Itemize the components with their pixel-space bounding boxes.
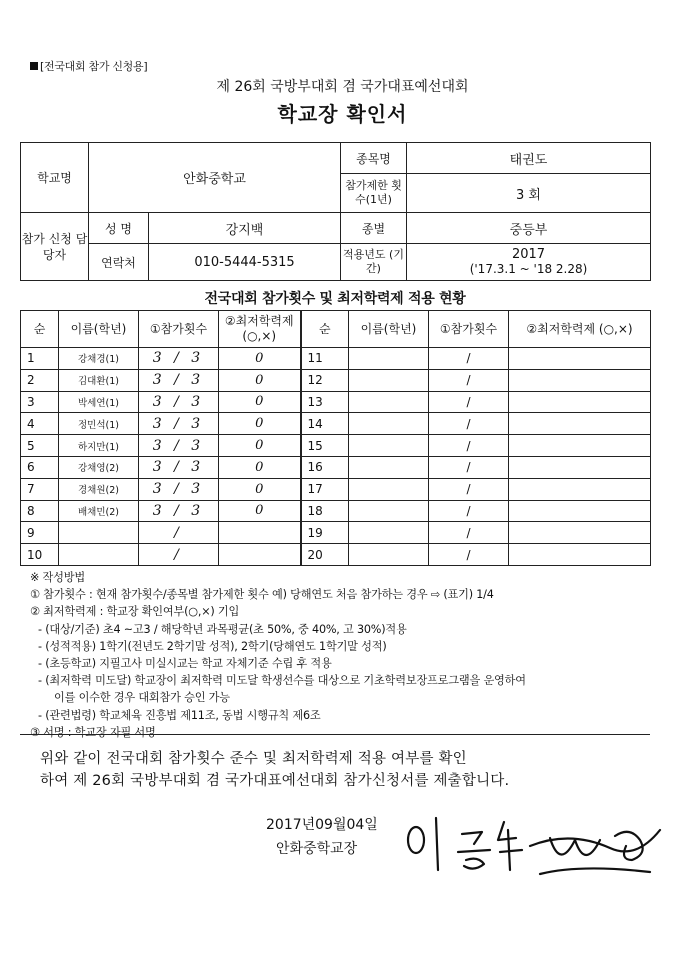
academic-mark bbox=[219, 522, 301, 544]
academic-mark bbox=[509, 435, 651, 457]
row-no: 20 bbox=[301, 544, 349, 566]
table-row bbox=[21, 413, 651, 435]
row-no: 8 bbox=[21, 500, 59, 522]
academic-mark: 0 bbox=[219, 478, 301, 500]
note-elementary: - (초등학교) 지필고사 미실시교는 학교 자체기준 수립 후 적용 bbox=[38, 657, 332, 671]
category-value: 중등부 bbox=[407, 213, 651, 244]
academic-mark: 0 bbox=[219, 413, 301, 435]
participant-name bbox=[349, 391, 429, 413]
row-no: 15 bbox=[301, 435, 349, 457]
statement-line-1: 위와 같이 전국대회 참가횟수 준수 및 최저학력제 적용 여부를 확인 bbox=[40, 751, 467, 767]
header-count: ①참가횟수 bbox=[139, 311, 219, 348]
note-below-standard: - (최저학력 미도달) 학교장이 최저학력 미도달 학생선수를 대상으로 기초학력보장프로그램을 운영하여 bbox=[38, 674, 526, 688]
participant-name bbox=[59, 544, 139, 566]
participation-count: 3 / 3 bbox=[139, 456, 219, 478]
participation-count: / bbox=[429, 435, 509, 457]
phone-value: 010-5444-5315 bbox=[149, 244, 341, 281]
participant-name bbox=[349, 456, 429, 478]
category-label: 종별 bbox=[341, 213, 407, 244]
academic-mark bbox=[509, 544, 651, 566]
participation-count: / bbox=[429, 478, 509, 500]
participation-count: 3 / 3 bbox=[139, 413, 219, 435]
participant-name bbox=[349, 413, 429, 435]
participant-name: 하지만(1) bbox=[59, 435, 139, 457]
row-no: 3 bbox=[21, 391, 59, 413]
row-no: 4 bbox=[21, 413, 59, 435]
header-name: 이름(학년) bbox=[59, 311, 139, 348]
row-no: 10 bbox=[21, 544, 59, 566]
participation-count: / bbox=[429, 391, 509, 413]
table-row bbox=[21, 348, 651, 370]
academic-mark bbox=[509, 369, 651, 391]
participants-table bbox=[20, 310, 651, 566]
academic-mark bbox=[509, 456, 651, 478]
name-label: 성 명 bbox=[89, 213, 149, 244]
confirmation-statement bbox=[40, 748, 640, 792]
table-row bbox=[21, 500, 651, 522]
principal-title: 안화중학교장 bbox=[276, 841, 358, 857]
divider bbox=[20, 734, 650, 735]
note-law: - (관련법령) 학교체육 진흥법 제11조, 동법 시행규칙 제6조 bbox=[38, 708, 321, 722]
school-label: 학교명 bbox=[21, 143, 89, 213]
note-count: ① 참가횟수 : 현재 참가횟수/종목별 참가제한 횟수 예) 당해연도 처음 참가하는 경우 ⇨ (표기) 1/4 bbox=[30, 588, 494, 602]
row-no: 17 bbox=[301, 478, 349, 500]
academic-mark bbox=[509, 500, 651, 522]
participation-count: / bbox=[139, 522, 219, 544]
issue-date: 2017년09월04일 bbox=[266, 817, 378, 833]
academic-mark bbox=[219, 544, 301, 566]
participant-name bbox=[349, 369, 429, 391]
academic-mark: 0 bbox=[219, 391, 301, 413]
participant-name bbox=[349, 435, 429, 457]
limit-value: 3 회 bbox=[407, 174, 651, 213]
form-tag-text: [전국대회 참가 신청용] bbox=[40, 60, 148, 73]
participant-name: 경채원(2) bbox=[59, 478, 139, 500]
table-row bbox=[21, 456, 651, 478]
participation-count: / bbox=[429, 456, 509, 478]
year-period: ('17.3.1 ~ '18 2.28) bbox=[469, 262, 588, 276]
year-value: 2017 bbox=[511, 247, 546, 262]
year-label: 적용년도 (기간) bbox=[341, 244, 407, 281]
note-grade-apply: - (성적적용) 1학기(전년도 2학기말 성적), 2학기(당해연도 1학기말 성적) bbox=[38, 639, 387, 653]
participant-name bbox=[349, 478, 429, 500]
note-signature: ③ 서명 : 학교장 자필 서명 bbox=[30, 725, 156, 739]
note-below-standard-cont: 이를 이수한 경우 대회참가 승인 가능 bbox=[54, 691, 230, 705]
row-no: 9 bbox=[21, 522, 59, 544]
row-no: 19 bbox=[301, 522, 349, 544]
header-count-2: ①참가횟수 bbox=[429, 311, 509, 348]
participation-count: 3 / 3 bbox=[139, 369, 219, 391]
participant-name bbox=[349, 500, 429, 522]
participants-header-row bbox=[21, 311, 651, 348]
contact-label: 참가 신청 담당자 bbox=[21, 213, 89, 281]
event-label: 종목명 bbox=[341, 143, 407, 174]
table-row bbox=[21, 435, 651, 457]
header-academic-2: ②최저학력제 (○,×) bbox=[509, 311, 651, 348]
row-no: 1 bbox=[21, 348, 59, 370]
participation-count: 3 / 3 bbox=[139, 348, 219, 370]
participant-name bbox=[349, 522, 429, 544]
participation-count: 3 / 3 bbox=[139, 391, 219, 413]
participant-name: 정민석(1) bbox=[59, 413, 139, 435]
participation-count: / bbox=[429, 500, 509, 522]
row-no: 12 bbox=[301, 369, 349, 391]
row-no: 16 bbox=[301, 456, 349, 478]
participant-name: 강채경(1) bbox=[59, 348, 139, 370]
participation-count: 3 / 3 bbox=[139, 435, 219, 457]
row-no: 13 bbox=[301, 391, 349, 413]
academic-mark: 0 bbox=[219, 456, 301, 478]
academic-mark bbox=[509, 522, 651, 544]
section-title: 전국대회 참가횟수 및 최저학력제 적용 현황 bbox=[204, 291, 466, 307]
square-bullet-icon bbox=[30, 62, 38, 70]
principal-signature bbox=[400, 800, 670, 890]
statement-line-2: 하여 제 26회 국방부대회 겸 국가대표예선대회 참가신청서를 제출합니다. bbox=[40, 773, 510, 789]
year-cell bbox=[407, 244, 651, 281]
participation-count: / bbox=[139, 544, 219, 566]
academic-mark: 0 bbox=[219, 369, 301, 391]
participant-name bbox=[349, 348, 429, 370]
participation-count: 3 / 3 bbox=[139, 478, 219, 500]
table-row bbox=[21, 522, 651, 544]
academic-mark: 0 bbox=[219, 500, 301, 522]
academic-mark bbox=[509, 478, 651, 500]
table-row bbox=[21, 544, 651, 566]
instructions bbox=[30, 569, 650, 741]
academic-mark bbox=[509, 348, 651, 370]
limit-label: 참가제한 횟수(1년) bbox=[341, 174, 407, 213]
participation-count: 3 / 3 bbox=[139, 500, 219, 522]
header-no: 순 bbox=[21, 311, 59, 348]
header-no-2: 순 bbox=[301, 311, 349, 348]
participant-name: 김대환(1) bbox=[59, 369, 139, 391]
notes-heading: ※ 작성방법 bbox=[30, 571, 85, 584]
participation-count: / bbox=[429, 369, 509, 391]
row-no: 14 bbox=[301, 413, 349, 435]
participant-name bbox=[349, 544, 429, 566]
document-title: 학교장 확인서 bbox=[277, 102, 408, 126]
row-no: 5 bbox=[21, 435, 59, 457]
header-name-2: 이름(학년) bbox=[349, 311, 429, 348]
event-subtitle: 제 26회 국방부대회 겸 국가대표예선대회 bbox=[216, 79, 469, 95]
phone-label: 연락처 bbox=[89, 244, 149, 281]
participant-name: 배채민(2) bbox=[59, 500, 139, 522]
row-no: 18 bbox=[301, 500, 349, 522]
academic-mark: 0 bbox=[219, 435, 301, 457]
info-table bbox=[20, 142, 651, 281]
participant-name bbox=[59, 522, 139, 544]
school-value: 안화중학교 bbox=[89, 143, 341, 213]
name-value: 강지백 bbox=[149, 213, 341, 244]
table-row bbox=[21, 369, 651, 391]
table-row bbox=[21, 391, 651, 413]
row-no: 7 bbox=[21, 478, 59, 500]
note-academic: ② 최저학력제 : 학교장 확인여부(○,×) 기입 bbox=[30, 605, 240, 619]
participant-name: 강채영(2) bbox=[59, 456, 139, 478]
participant-name: 박세연(1) bbox=[59, 391, 139, 413]
note-target: - (대상/기준) 초4 ~고3 / 해당학년 과목평균(초 50%, 중 40%, 고 30%)적용 bbox=[38, 622, 407, 636]
participation-count: / bbox=[429, 413, 509, 435]
event-value: 태권도 bbox=[407, 143, 651, 174]
form-tag bbox=[30, 58, 147, 74]
academic-mark: 0 bbox=[219, 348, 301, 370]
row-no: 11 bbox=[301, 348, 349, 370]
row-no: 2 bbox=[21, 369, 59, 391]
participation-count: / bbox=[429, 522, 509, 544]
academic-mark bbox=[509, 391, 651, 413]
participation-count: / bbox=[429, 348, 509, 370]
academic-mark bbox=[509, 413, 651, 435]
participation-count: / bbox=[429, 544, 509, 566]
table-row bbox=[21, 478, 651, 500]
row-no: 6 bbox=[21, 456, 59, 478]
header-academic: ②최저학력제 (○,×) bbox=[219, 311, 301, 348]
